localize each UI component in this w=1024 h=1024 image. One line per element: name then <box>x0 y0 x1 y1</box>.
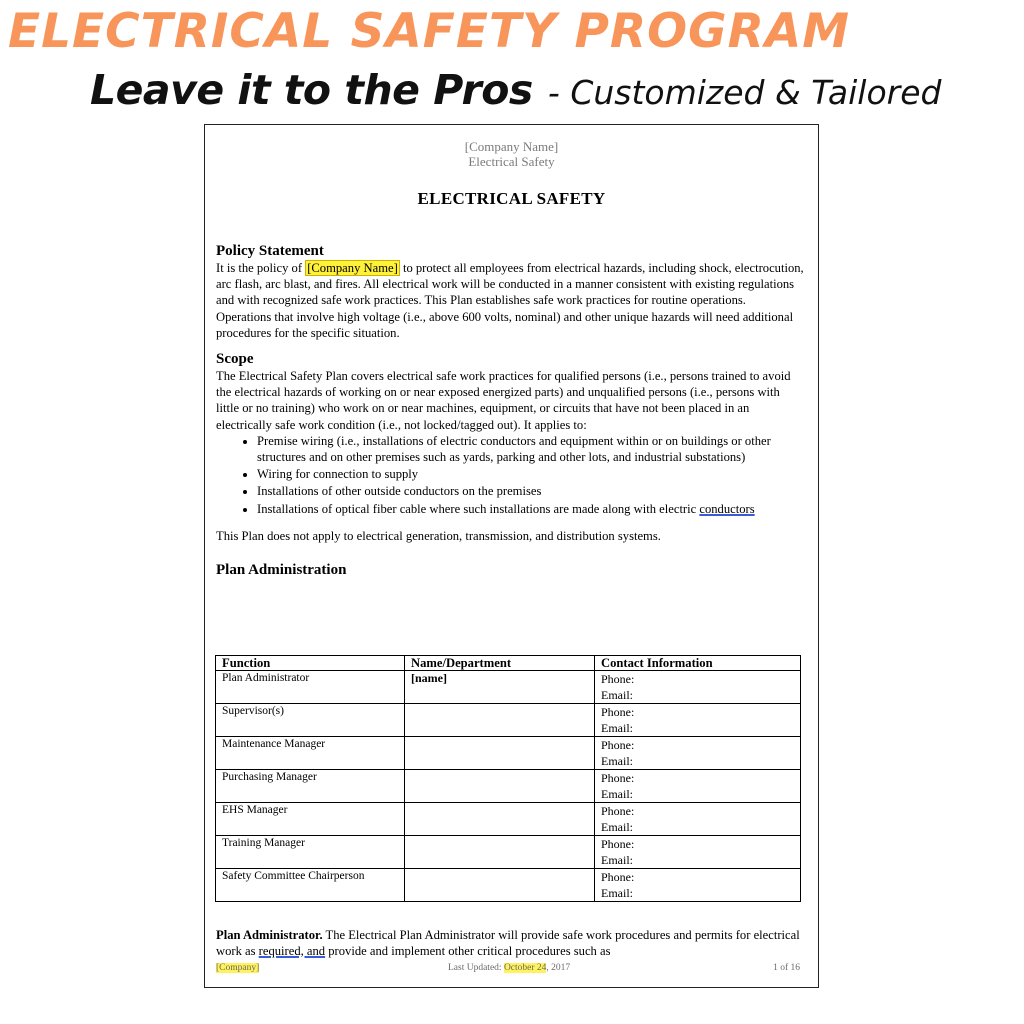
banner-title: ELECTRICAL SAFETY PROGRAM <box>8 4 850 59</box>
table-row <box>216 671 801 704</box>
function-cell: EHS Manager <box>216 803 405 836</box>
email-label: Email: <box>601 820 633 834</box>
phone-label: Phone: <box>601 870 635 884</box>
phone-label: Phone: <box>601 672 635 686</box>
scope-heading: Scope <box>216 351 254 368</box>
contact-cell <box>595 737 801 770</box>
policy-text <box>216 260 804 341</box>
closing-text-1: The Electrical Plan Administrator will provide safe work procedures and permits for electrical work as <box>216 927 800 958</box>
column-header: Function <box>216 656 405 671</box>
email-label: Email: <box>601 754 633 768</box>
scope-bullet: • Installations of other outside conductors on the premises <box>257 483 804 499</box>
email-label: Email: <box>601 853 633 867</box>
scope-exclusion: This Plan does not apply to electrical generation, transmission, and distribution systems. <box>216 528 661 543</box>
doc-header-company: [Company Name] <box>464 139 559 154</box>
table-row <box>216 803 801 836</box>
table-row <box>216 869 801 902</box>
footer-updated-month: October 24 <box>503 963 547 973</box>
name-cell: [name] <box>405 671 595 704</box>
company-name-placeholder: [Company Name] <box>307 261 398 275</box>
name-cell <box>405 770 595 803</box>
function-cell: Supervisor(s) <box>216 704 405 737</box>
phone-label: Phone: <box>601 705 635 719</box>
contact-cell <box>595 803 801 836</box>
doc-header-subject: Electrical Safety <box>468 154 555 169</box>
policy-heading: Policy Statement <box>216 243 324 259</box>
name-cell <box>405 704 595 737</box>
phone-label: Phone: <box>601 804 635 818</box>
closing-text-2: provide and implement other critical procedures such as <box>325 943 611 958</box>
function-cell: Training Manager <box>216 836 405 869</box>
footer-updated-suffix: , 2017 <box>546 963 571 973</box>
scope-bullet <box>257 501 804 517</box>
closing-paragraph <box>216 927 804 959</box>
function-cell: Plan Administrator <box>216 671 405 704</box>
email-label: Email: <box>601 787 633 801</box>
footer-company: [Company] <box>216 963 260 973</box>
subtitle-main: Leave it to the Pros <box>90 66 533 114</box>
column-header: Contact Information <box>595 656 801 671</box>
phone-label: Phone: <box>601 837 635 851</box>
footer-page-number: 1 of 16 <box>773 963 800 973</box>
email-label: Email: <box>601 688 633 702</box>
contact-cell <box>595 704 801 737</box>
doc-body <box>216 243 804 578</box>
name-cell <box>405 737 595 770</box>
name-cell <box>405 836 595 869</box>
scope-bullet-list <box>216 433 804 517</box>
email-label: Email: <box>601 886 633 900</box>
policy-text-before: It is the policy of <box>216 261 306 275</box>
scope-intro: The Electrical Safety Plan covers electrical safe work practices for qualified persons (i.e., persons trained to avoid the electrical hazards of working on or near exposed energized parts) and unqualified persons (i.e., persons with little or no training) who work on or near machines, equipment, or circuits that have not been placed in an electrically safe work condition (i.e., not locked/tagged out). It applies to: <box>216 369 791 432</box>
footer-updated-prefix: Last Updated: <box>448 963 504 973</box>
contact-cell <box>595 770 801 803</box>
phone-label: Phone: <box>601 738 635 752</box>
scope-bullet: • Wiring for connection to supply <box>257 466 804 482</box>
name-cell <box>405 869 595 902</box>
subtitle-side: - Customized & Tailored <box>547 73 942 112</box>
closing-underlined: required, and <box>258 943 326 958</box>
contact-cell <box>595 869 801 902</box>
footer-last-updated <box>448 963 570 973</box>
document-page <box>204 124 819 988</box>
email-label: Email: <box>601 721 633 735</box>
banner-subtitle <box>90 66 941 114</box>
function-cell: Purchasing Manager <box>216 770 405 803</box>
contact-cell <box>595 671 801 704</box>
table-header-row <box>216 656 801 671</box>
plan-admin-table <box>215 655 801 902</box>
table-row <box>216 770 801 803</box>
scope-bullet: • Premise wiring (i.e., installations of electric conductors and equipment within or on buildings or other structures and on other premises such as yards, parking and other lots, and industrial substations) <box>257 433 804 465</box>
function-cell: Maintenance Manager <box>216 737 405 770</box>
table-row <box>216 704 801 737</box>
doc-header <box>205 139 818 169</box>
closing-bold-lead: Plan Administrator. <box>216 927 323 942</box>
name-cell <box>405 803 595 836</box>
phone-label: Phone: <box>601 771 635 785</box>
scope-bullet-underlined: conductors <box>699 501 755 516</box>
table-row <box>216 836 801 869</box>
plan-admin-heading: Plan Administration <box>216 562 347 579</box>
doc-title: ELECTRICAL SAFETY <box>417 189 606 208</box>
policy-text-after: to protect all employees from electrical hazards, including shock, electrocution, arc flash, arc blast, and fires. All electrical work will be conducted in a manner consistent with existing regulations and with recognized safe work practices. This Plan establishes safe work practices for routine operations. Operations that involve high voltage (i.e., above 600 volts, nominal) and other unique hazards will need additional procedures for the specific situation. <box>216 261 804 340</box>
function-cell: Safety Committee Chairperson <box>216 869 405 902</box>
scope-bullet-text: Installations of optical fiber cable where such installations are made along with electric <box>257 501 700 516</box>
table-row <box>216 737 801 770</box>
contact-cell <box>595 836 801 869</box>
column-header: Name/Department <box>405 656 595 671</box>
